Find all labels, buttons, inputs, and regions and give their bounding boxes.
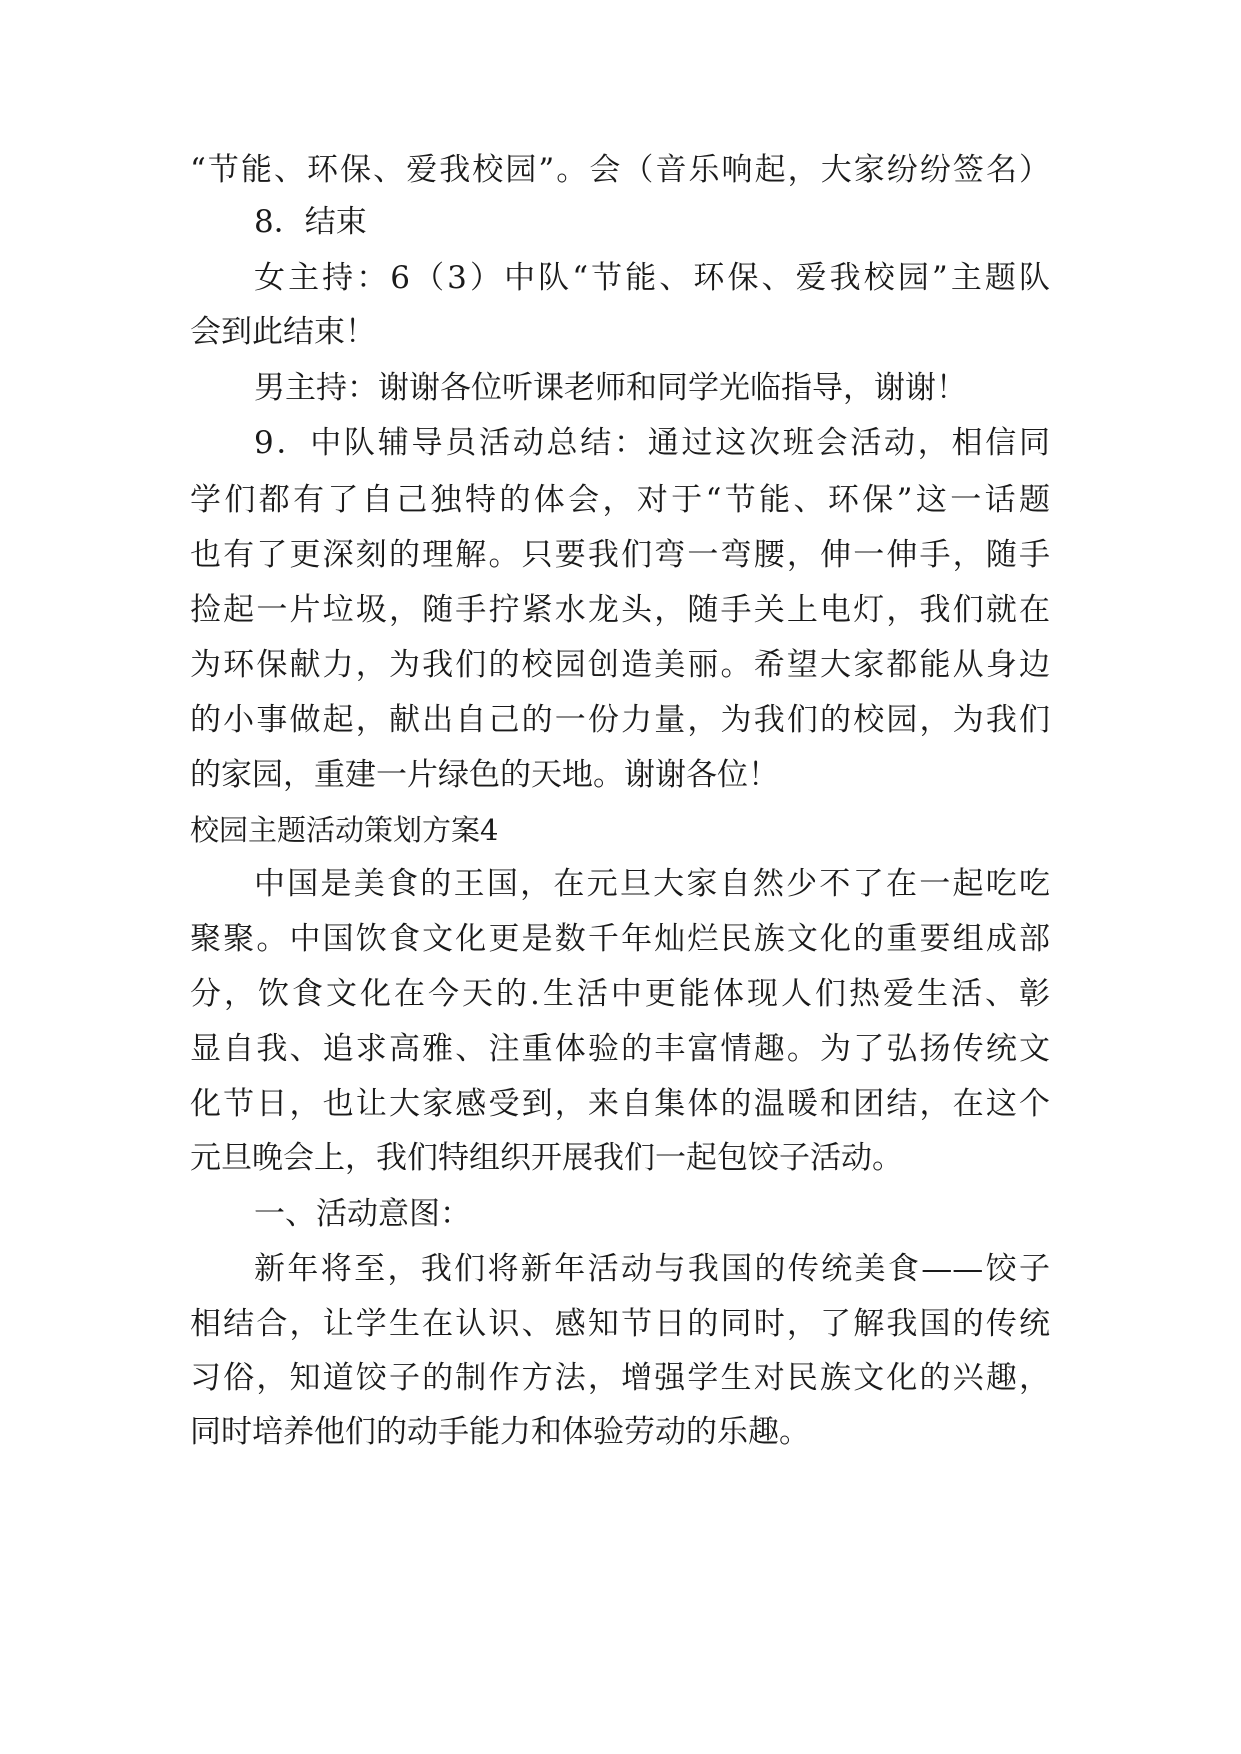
text-line: 会到此结束！ [190, 314, 376, 350]
text-line: 女主持：6（3）中队“节能、环保、爱我校园”主题队 [254, 260, 1050, 296]
text-line: 一、活动意图： [254, 1196, 471, 1232]
text-line: 元旦晚会上，我们特组织开展我们一起包饺子活动。 [190, 1140, 903, 1176]
text-line: 分，饮食文化在今天的.生活中更能体现人们热爱生活、彰 [190, 976, 1050, 1012]
text-line: 学们都有了自己独特的体会，对于“节能、环保”这一话题 [190, 482, 1050, 518]
text-line: 相结合，让学生在认识、感知节日的同时，了解我国的传统 [190, 1306, 1050, 1342]
section-heading: 校园主题活动策划方案4 [190, 813, 499, 847]
text-line: 的小事做起，献出自己的一份力量，为我们的校园，为我们 [190, 702, 1050, 738]
text-line: 捡起一片垃圾，随手拧紧水龙头，随手关上电灯，我们就在 [190, 592, 1050, 628]
text-line: 的家园，重建一片绿色的天地。谢谢各位！ [190, 757, 779, 793]
text-line: 聚聚。中国饮食文化更是数千年灿烂民族文化的重要组成部 [190, 921, 1050, 957]
text-line: 新年将至，我们将新年活动与我国的传统美食——饺子 [254, 1251, 1050, 1287]
text-line: 显自我、追求高雅、注重体验的丰富情趣。为了弘扬传统文 [190, 1031, 1050, 1067]
text-line: 男主持：谢谢各位听课老师和同学光临指导，谢谢！ [254, 370, 967, 406]
text-line: “节能、环保、爱我校园”。会（音乐响起，大家纷纷签名） [190, 152, 1050, 188]
text-line: 8．结束 [254, 204, 367, 240]
text-line: 也有了更深刻的理解。只要我们弯一弯腰，伸一伸手，随手 [190, 537, 1050, 573]
text-line: 9．中队辅导员活动总结：通过这次班会活动，相信同 [254, 425, 1050, 461]
text-line: 为环保献力，为我们的校园创造美丽。希望大家都能从身边 [190, 647, 1050, 683]
text-line: 同时培养他们的动手能力和体验劳动的乐趣。 [190, 1414, 810, 1450]
text-line: 化节日，也让大家感受到，来自集体的温暖和团结，在这个 [190, 1086, 1050, 1122]
text-line: 习俗，知道饺子的制作方法，增强学生对民族文化的兴趣， [190, 1360, 1050, 1396]
text-line: 中国是美食的王国，在元旦大家自然少不了在一起吃吃 [254, 866, 1050, 902]
